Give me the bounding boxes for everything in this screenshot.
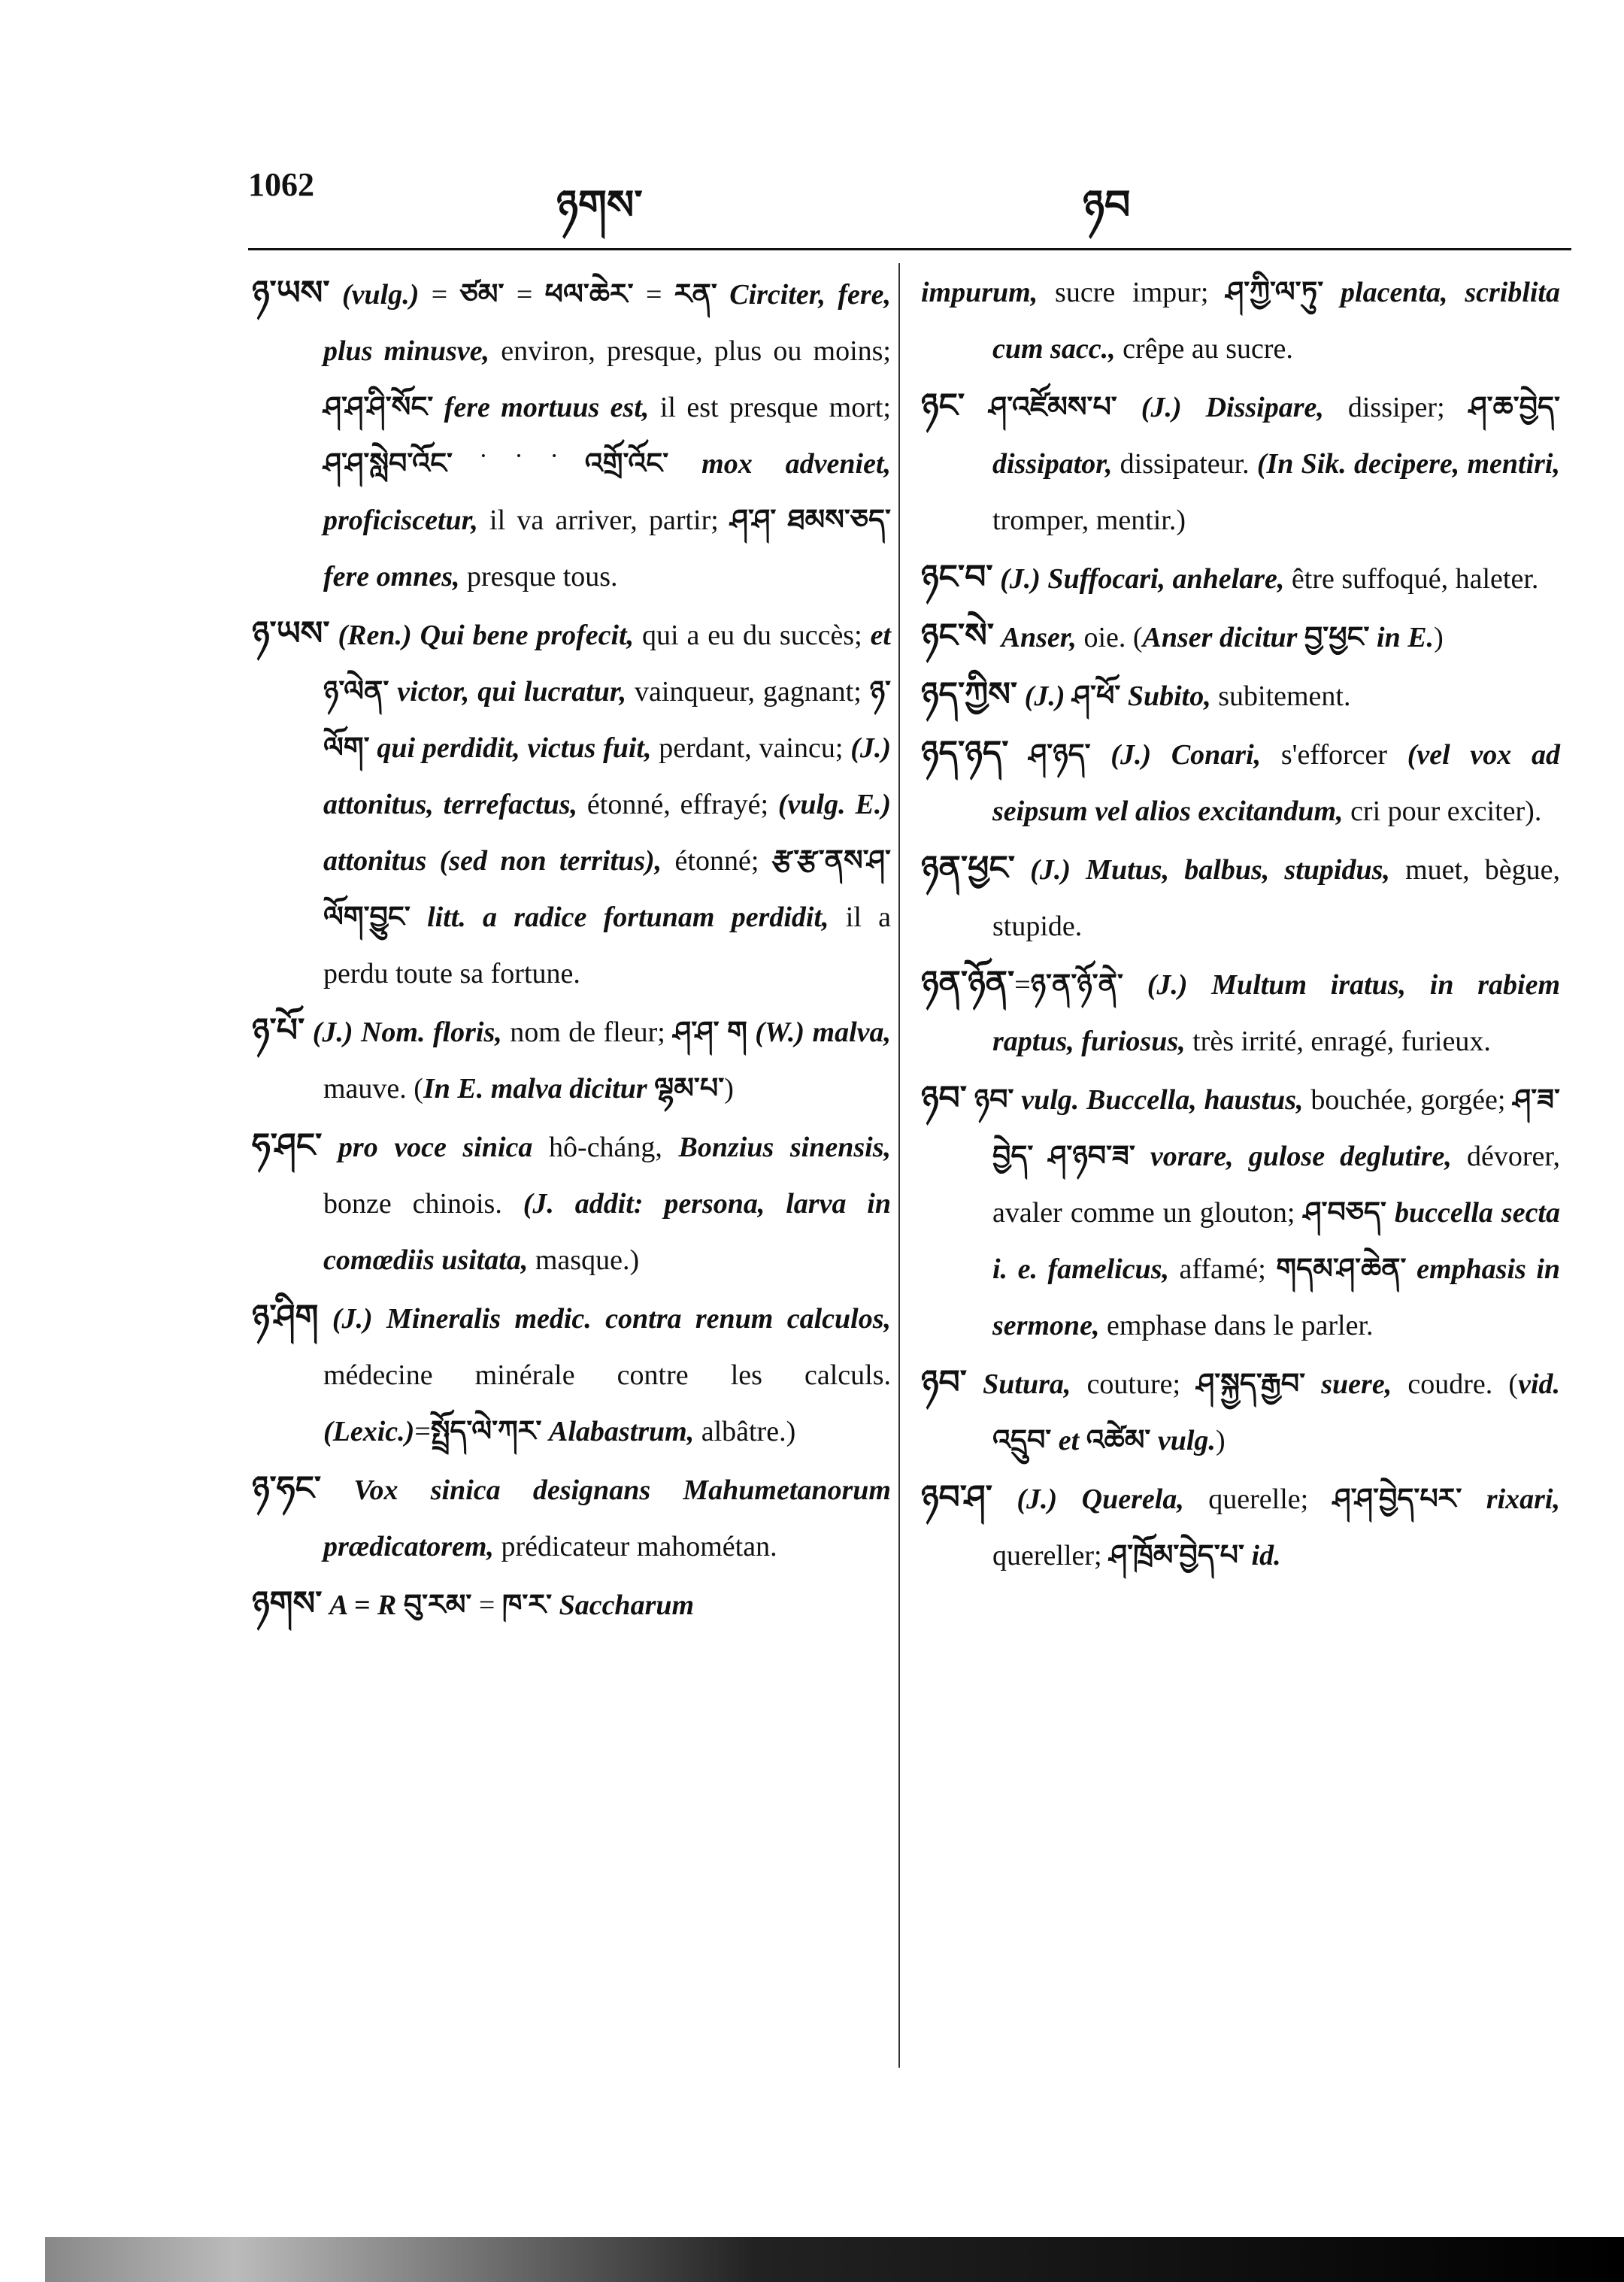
entry-text: victor, qui lucratur, [397, 676, 627, 708]
entry-text [1323, 277, 1341, 308]
entry-text: In E. malva dicitur [423, 1073, 647, 1105]
entry-text [1386, 1197, 1395, 1229]
entry-text [1462, 1483, 1486, 1515]
entry-text: (Ren.) Qui bene profecit, [329, 620, 635, 651]
entry-text: id. [1251, 1540, 1281, 1571]
entry-text: s'efforcer [1261, 739, 1407, 771]
entry-text: dissiper; [1323, 392, 1469, 423]
entry-text: bonze chinois. [323, 1188, 523, 1220]
entry-text: bouchée, gorgée; [1303, 1084, 1513, 1116]
entry-text [1407, 1253, 1417, 1285]
tibetan-text: ཤ་ཟ་བྱེད་ [992, 1084, 1560, 1172]
entry-text: et [870, 620, 891, 651]
tibetan-text: རྩ་རྩ་ནས་ཤ་ལོག་བྱུང་ [323, 845, 891, 933]
entry-text: (J. addit: persona, larva in comœdiis usitata, [323, 1188, 891, 1276]
tibetan-text: ཕལ་ཆེར་ [544, 279, 634, 311]
entry-text: emphase dans le parler. [1099, 1310, 1374, 1341]
entry-text: (J.) Nom. floris, [304, 1017, 502, 1048]
entry-text: subitement. [1210, 680, 1351, 712]
tibetan-text: ཤ་ཁྲོམ་བྱེད་པ་ [1109, 1540, 1245, 1571]
entry-text: in E. [1369, 622, 1435, 653]
entry-text: dévorer, avaler comme un glouton; [992, 1141, 1561, 1229]
entry-text: vid. [1518, 1368, 1561, 1400]
dictionary-entry [921, 1469, 1560, 1584]
entry-text: (J.) Mutus, balbus, stupidus, [1014, 854, 1390, 886]
entry-text: environ, presque, plus ou moins; [489, 335, 891, 367]
tibetan-text: ཙམ་ [459, 279, 504, 311]
entry-text: (J.) Multum iratus, in rabiem raptus, furiosus, [992, 969, 1560, 1057]
right-column [921, 265, 1560, 1584]
entry-text: suere, [1321, 1368, 1392, 1400]
entry-headword: ཉང་སེ་ [921, 617, 995, 654]
entry-text [370, 732, 377, 764]
entry-text: = [431, 279, 460, 311]
entry-text: Bonzius sinensis, [678, 1132, 891, 1163]
dictionary-entry [921, 725, 1560, 840]
entry-text [411, 902, 427, 933]
entry-headword: ཉགས་ [252, 1585, 323, 1622]
entry-headword: ཉབ་ཤ་ [921, 1479, 992, 1516]
entry-text: ) [724, 1073, 734, 1105]
entry-text: il a perdu toute sa fortune. [323, 902, 892, 989]
dictionary-entry [921, 377, 1560, 549]
entry-text: sucre impur; [1038, 277, 1226, 308]
tibetan-text: བྱ་ཕྱང་ [1304, 622, 1370, 653]
tibetan-text: ཤ་བཅད་ [1303, 1197, 1386, 1229]
entry-text [389, 676, 397, 708]
entry-text: couture; [1071, 1368, 1197, 1400]
tibetan-text: ཉ་ལེན་ [323, 676, 389, 708]
entry-text: = [471, 1590, 502, 1621]
entry-text: ) [1434, 622, 1444, 653]
entry-text: quereller; [992, 1540, 1110, 1571]
entry-text: pro voce sinica [322, 1132, 533, 1163]
entry-text: (J.) Suffocari, anhelare, [992, 563, 1285, 595]
entry-text: étonné; [662, 845, 772, 877]
entry-headword: ཉད་ཀྱིས་ [921, 676, 1018, 713]
entry-text: affamé; [1168, 1253, 1277, 1285]
entry-text: ˙˙˙ [453, 448, 585, 480]
tibetan-text: ཉ་ལོག་ [323, 676, 891, 764]
tibetan-text: ཤ་ཤ་ ག [673, 1017, 747, 1048]
tibetan-text: བུ་རམ་ [403, 1590, 472, 1621]
entry-text: emphasis in sermone, [992, 1253, 1561, 1341]
dictionary-entry [921, 955, 1560, 1070]
entry-headword: ཉ་ཧང་ [252, 1470, 322, 1507]
tibetan-text: ཤ་ཆ་བྱེད་ [1468, 392, 1560, 423]
entry-text: impurum, [921, 277, 1038, 308]
entry-text: (W.) malva, [747, 1017, 891, 1048]
entry-headword: ཉང་ [921, 387, 965, 424]
entry-headword: ཉན་ཉོན་ [921, 965, 1015, 1002]
entry-text: tromper, mentir.) [992, 505, 1186, 536]
entry-text: Anser, [994, 622, 1077, 653]
page-header [248, 165, 1571, 233]
scan-edge [45, 2237, 1624, 2282]
entry-headword: ཉ་ཡས་ [252, 274, 330, 311]
entry-text: cri pour exciter). [1343, 796, 1542, 827]
entry-text [717, 279, 729, 311]
tibetan-text: རན་ [674, 279, 717, 311]
entry-text: étonné, effrayé; [577, 789, 778, 820]
column-divider [898, 263, 900, 2068]
entry-text: (J.) Mineralis medic. contra renum calculos, [318, 1303, 891, 1335]
entry-text: muet, bègue, stupide. [992, 854, 1560, 942]
entry-headword: ཉབ་ [921, 1080, 967, 1117]
guide-word-left: ཉགས་ [556, 183, 643, 228]
entry-text: hô-cháng, [532, 1132, 679, 1163]
dictionary-entry [252, 1460, 891, 1575]
entry-headword: ཉང་བ་ [921, 559, 993, 596]
tibetan-text: ཤ་འཛོམས་པ་ [989, 392, 1117, 423]
entry-text: dissipator, [992, 448, 1113, 480]
entry-text [1244, 1540, 1252, 1571]
dictionary-entry [921, 840, 1560, 955]
entry-text: Anser dicitur [1142, 622, 1298, 653]
dictionary-entry [252, 265, 891, 605]
entry-text: (vel vox ad seipsum vel alios excitandum, [992, 739, 1561, 827]
dictionary-entry [921, 666, 1560, 725]
dictionary-entry [252, 1575, 891, 1634]
entry-text: Vox sinica designans Mahumetanorum prædicatorem, [321, 1474, 891, 1562]
entry-headword: ཉ་ཤིག [252, 1299, 319, 1335]
entry-text: (Lexic.) [323, 1416, 415, 1447]
tibetan-text: འགྲོ་འོང་ [584, 448, 669, 480]
entry-text: qui a eu du succès; [634, 620, 871, 651]
entry-text: presque tous. [459, 561, 618, 592]
tibetan-text: ཉ་ན་ཉོ་ནེ་ [1030, 969, 1123, 1001]
entry-text: vainqueur, gagnant; [626, 676, 870, 708]
entry-text [965, 392, 989, 423]
entry-text [433, 392, 444, 423]
entry-text [1033, 1141, 1048, 1172]
entry-text: masque.) [528, 1244, 640, 1276]
entry-text [1009, 739, 1029, 771]
entry-text: mauve. ( [323, 1073, 423, 1105]
dictionary-entry [921, 1070, 1560, 1354]
entry-text: mox adveniet, proficiscetur, [323, 448, 891, 536]
entry-text: fere omnes, [323, 561, 460, 592]
dictionary-entry [921, 608, 1560, 666]
entry-headword: ཉད་ཉད་ [921, 735, 1009, 771]
tibetan-text: སྤྲོད་ལེ་ཀར་ [430, 1416, 542, 1447]
dictionary-entry [921, 265, 1560, 377]
dictionary-entry [252, 1002, 891, 1117]
entry-text: vulg. [1150, 1425, 1216, 1456]
entry-text: ) [1215, 1425, 1226, 1456]
tibetan-text: ཤ་ཀྱི་ལ་ཏུ་ [1226, 277, 1324, 308]
tibetan-text: ཤ་ཤ་ཤི་སོང་ [323, 392, 434, 423]
entry-text [967, 1084, 974, 1116]
entry-text: être suffoqué, haleter. [1284, 563, 1539, 595]
entry-text: prédicateur mahométan. [493, 1531, 777, 1562]
entry-text: rixari, [1486, 1483, 1560, 1515]
entry-text: vulg. Buccella, haustus, [1013, 1084, 1304, 1116]
entry-text: = [414, 1416, 431, 1447]
tibetan-text: འདྲུབ་ [992, 1425, 1052, 1456]
entry-text [541, 1416, 549, 1447]
entry-text: très irrité, enragé, furieux. [1185, 1026, 1491, 1057]
entry-text [1135, 1141, 1150, 1172]
entry-headword: ཧ་ཤང་ [252, 1127, 323, 1164]
tibetan-text: ཁ་ར་ [501, 1590, 553, 1621]
dictionary-entry [252, 1289, 891, 1460]
entry-headword: ཉབ་ [921, 1364, 967, 1401]
entry-text [647, 1073, 655, 1105]
entry-text [1297, 622, 1304, 653]
entry-text: il est presque mort; [649, 392, 891, 423]
entry-text: nom de fleur; [501, 1017, 674, 1048]
entry-text: et [1051, 1425, 1086, 1456]
left-column [252, 265, 891, 1634]
entry-text [668, 448, 701, 480]
entry-text: oie. ( [1076, 622, 1143, 653]
entry-text: vorare, gulose deglutire, [1150, 1141, 1452, 1172]
entry-text: coudre. ( [1392, 1368, 1519, 1400]
entry-text [552, 1590, 559, 1621]
entry-text: (J.) Dissipare, [1116, 392, 1324, 423]
guide-word-right: ཉབ [1083, 183, 1131, 228]
entry-text: albâtre.) [694, 1416, 796, 1447]
entry-text: (vulg.) [329, 279, 432, 311]
entry-text: = [1014, 969, 1031, 1001]
entry-text: litt. a radice fortunam perdidit, [427, 902, 829, 933]
entry-headword: ཉ་པོ་ [252, 1012, 305, 1049]
entry-text: = [633, 279, 674, 311]
entry-text: crêpe au sucre. [1115, 333, 1293, 365]
entry-headword: ཉན་ཕྱང་ [921, 850, 1015, 886]
entry-text: Sutura, [966, 1368, 1071, 1400]
page-number: 1062 [248, 166, 314, 203]
entry-text: = [504, 279, 545, 311]
entry-text: (vulg. E.) attonitus (sed non territus), [323, 789, 891, 877]
entry-text: (J.) [1017, 680, 1072, 712]
entry-text [1305, 1368, 1321, 1400]
dictionary-entry [921, 1354, 1560, 1469]
entry-text: dissipateur. [1112, 448, 1257, 480]
tibetan-text: ཤ་ཕོ་ [1071, 680, 1121, 712]
entry-text: A = R [322, 1590, 404, 1621]
entry-text: (J.) Querela, [992, 1483, 1184, 1515]
entry-headword: ཉ་ཡས་ [252, 615, 330, 652]
entry-text: perdant, vaincu; [651, 732, 851, 764]
entry-text: Circiter, fere, plus minusve, [323, 279, 892, 367]
tibetan-text: ཤ་ཤ་སླེབ་འོང་ [323, 448, 453, 480]
tibetan-text: འཚེམ་ [1086, 1425, 1151, 1456]
dictionary-entry [252, 1117, 891, 1289]
entry-text: buccella secta i. e. famelicus, [992, 1197, 1560, 1285]
entry-text: (J.) Conari, [1090, 739, 1262, 771]
entry-text: Saccharum [559, 1590, 695, 1621]
entry-text: qui perdidit, victus fuit, [377, 732, 652, 764]
entry-text: placenta, scriblita cum sacc., [992, 277, 1560, 365]
tibetan-text: ཤ་ཤ་བྱེད་པར་ [1332, 1483, 1462, 1515]
tibetan-text: ཤ་ཤ་ ཐམས་ཅད་ [730, 505, 891, 536]
entry-text: (J.) attonitus, terrefactus, [323, 732, 891, 820]
dictionary-entry [921, 549, 1560, 608]
entry-text: querelle; [1183, 1483, 1333, 1515]
entry-text: (In Sik. decipere, mentiri, [1256, 448, 1560, 480]
tibetan-text: ལྷམ་པ་ [654, 1073, 725, 1105]
entry-text: médecine minérale contre les calculs. [323, 1359, 891, 1391]
entry-text: Alabastrum, [548, 1416, 695, 1447]
tibetan-text: ཤ་སྐྱད་རྒྱབ་ [1196, 1368, 1306, 1400]
dictionary-entry [252, 605, 891, 1002]
entry-text: il va arriver, partir; [477, 505, 731, 536]
tibetan-text: གདམ་ཤ་ཆེན་ [1276, 1253, 1407, 1285]
tibetan-text: ཉབ་ [974, 1084, 1014, 1116]
entry-text: fere mortuus est, [444, 392, 650, 423]
tibetan-text: ཤ་ཉད་ [1029, 739, 1091, 771]
tibetan-text: ཤ་ཉབ་ཟ་ [1048, 1141, 1135, 1172]
entry-text: Subito, [1120, 680, 1211, 712]
header-rule [248, 248, 1571, 250]
